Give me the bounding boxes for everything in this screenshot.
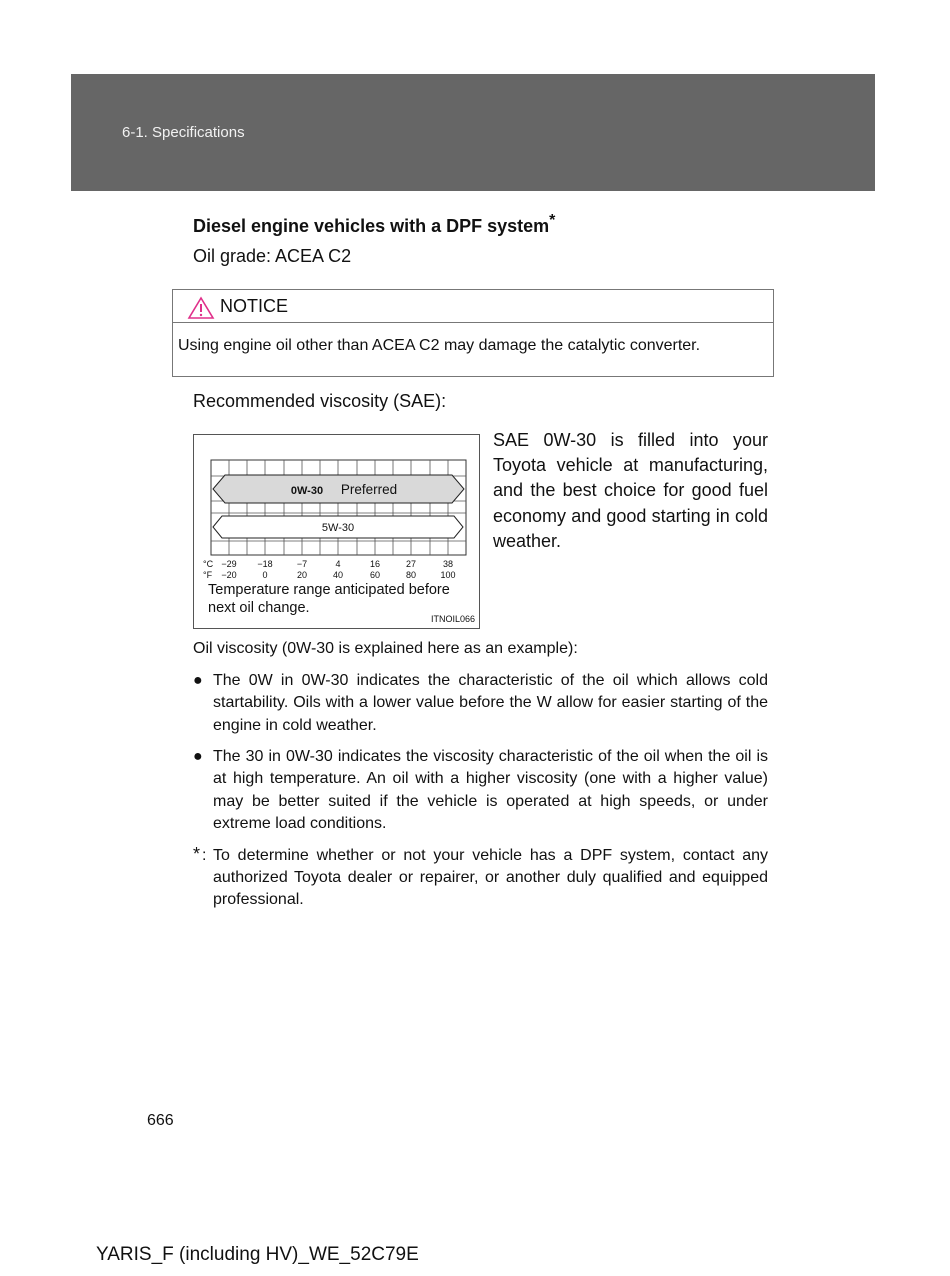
bullet-text: The 0W in 0W-30 indicates the characteristic of the oil which allows cold startability. Oils with a lower value before the W allow for easier starting of the engine in cold weather.: [213, 672, 768, 734]
warning-icon: [187, 296, 215, 320]
fahrenheit-tick: −20: [221, 570, 237, 580]
preferred-range-arrow: [213, 475, 464, 503]
fahrenheit-tick: 100: [440, 570, 456, 580]
bullet-item: [193, 746, 768, 836]
oil-grade: Oil grade: ACEA C2: [193, 246, 352, 266]
section-heading: [193, 212, 556, 237]
notice-header: [173, 290, 773, 323]
heading-text: Diesel engine vehicles with a DPF system: [193, 216, 550, 236]
fahrenheit-tick: 20: [296, 570, 308, 580]
document-footer: YARIS_F (including HV)_WE_52C79E: [96, 1244, 419, 1265]
notice-box: [172, 289, 774, 377]
celsius-tick: 4: [335, 559, 341, 569]
celsius-tick: 38: [442, 559, 454, 569]
fahrenheit-unit: °F: [203, 570, 213, 580]
page-number: 666: [147, 1112, 174, 1129]
celsius-tick: 27: [405, 559, 417, 569]
side-description: SAE 0W-30 is filled into your Toyota vehicle at manufacturing, and the best choice for good fuel economy and good starting in cold weather.: [493, 430, 768, 551]
celsius-tick: 16: [369, 559, 381, 569]
celsius-tick: −29: [221, 559, 237, 569]
figure-code: ITNOIL066: [430, 614, 475, 624]
viscosity-figure: [193, 434, 480, 629]
heading-asterisk: *: [549, 212, 556, 229]
footnote-asterisk: *: [193, 844, 201, 864]
notice-title: NOTICE: [220, 296, 289, 316]
notice-body: Using engine oil other than ACEA C2 may damage the catalytic converter.: [178, 337, 701, 354]
recommended-viscosity-label: Recommended viscosity (SAE):: [193, 391, 447, 411]
celsius-unit: °C: [203, 559, 214, 569]
footnote-text: To determine whether or not your vehicle has a DPF system, contact any authorized Toyota dealer or repairer, or another duly qualified and equipped professional.: [213, 847, 768, 908]
celsius-tick: −7: [296, 559, 308, 569]
bullet-text: The 30 in 0W-30 indicates the viscosity characteristic of the oil when the oil is at high temperature. An oil with a higher viscosity (one with a higher value) may be better suited if the vehicle is operated at high speeds, or under extreme load conditions.: [213, 748, 768, 833]
fahrenheit-tick: 40: [332, 570, 344, 580]
bullet-icon: ●: [193, 748, 203, 765]
bullet-icon: ●: [193, 672, 203, 689]
bar1-grade-label: 0W-30: [290, 485, 324, 497]
viscosity-intro: Oil viscosity (0W-30 is explained here as an example):: [193, 640, 578, 657]
celsius-tick: −18: [257, 559, 273, 569]
footnote: [193, 845, 768, 911]
section-title: 6-1. Specifications: [122, 124, 245, 141]
fahrenheit-tick: 80: [405, 570, 417, 580]
page-header: [71, 74, 875, 191]
fahrenheit-tick: 60: [369, 570, 381, 580]
bar2-grade-label: 5W-30: [321, 522, 355, 534]
footnote-colon: :: [202, 847, 207, 864]
bar1-preferred-label: Preferred: [340, 482, 398, 497]
bullet-item: [193, 670, 768, 737]
fahrenheit-tick: 0: [262, 570, 268, 580]
figure-caption: Temperature range anticipated before next oil change.: [208, 582, 450, 616]
